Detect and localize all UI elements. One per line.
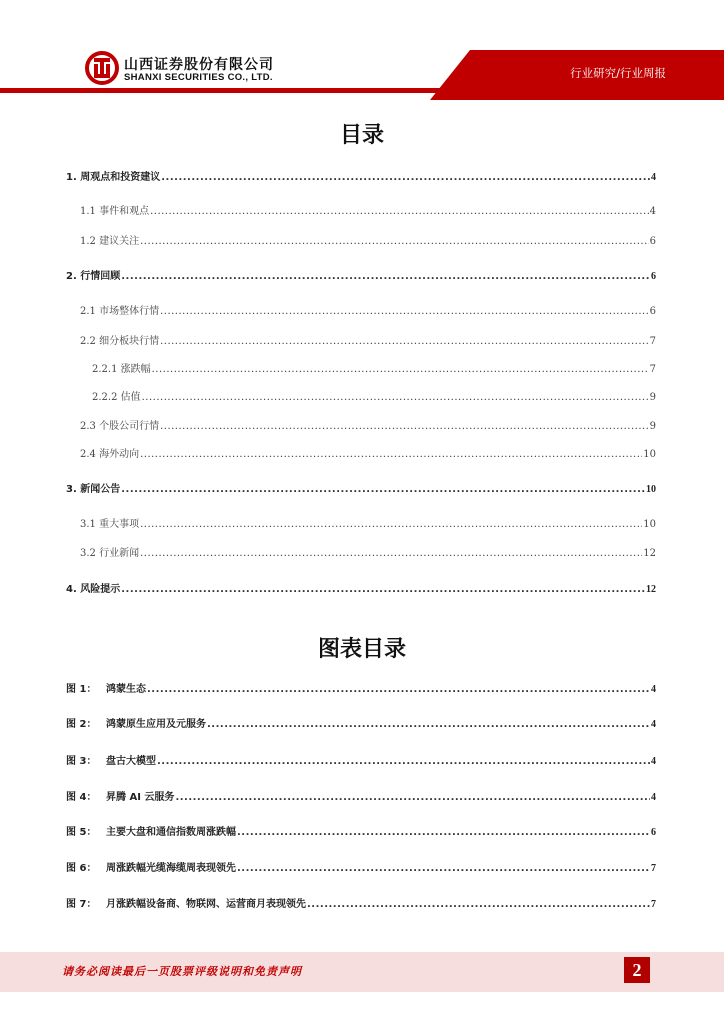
figure-entry-page: 6 [651, 827, 656, 838]
toc-entry[interactable] [66, 168, 656, 184]
toc-leader [237, 863, 650, 874]
toc-entry-label: 2.1 市场整体行情 [80, 306, 160, 317]
figure-entry-page: 4 [651, 719, 656, 730]
figure-entry-label: 鸿蒙生态 [106, 684, 146, 695]
toc-entry-page: 6 [651, 271, 656, 282]
toc-entry-label: 1.1 事件和观点 [80, 206, 150, 217]
figure-entry-label: 月涨跌幅设备商、物联网、运营商月表现领先 [106, 899, 306, 910]
toc-entry-page: 12 [646, 584, 656, 595]
company-name-en: SHANXI SECURITIES CO., LTD. [124, 72, 273, 83]
figure-entry-page: 4 [651, 792, 656, 803]
figure-number: 图 3： [66, 756, 97, 767]
toc-entry-page: 9 [649, 421, 656, 432]
toc-entry-label: 3. 新闻公告 [66, 484, 121, 495]
company-name-cn: 山西证券股份有限公司 [124, 57, 274, 73]
toc-entry[interactable] [80, 302, 656, 318]
figure-entry-page: 4 [651, 756, 656, 767]
toc-entry-page: 10 [643, 449, 656, 460]
figure-number: 图 1： [66, 684, 97, 695]
figure-entry[interactable] [66, 788, 656, 804]
toc-entry-label: 2.2.1 涨跌幅 [92, 364, 151, 375]
figure-entry[interactable] [66, 715, 656, 731]
toc-entry-page: 7 [649, 364, 656, 375]
toc-entry-label: 1.2 建议关注 [80, 236, 140, 247]
figure-entry[interactable] [66, 823, 656, 839]
figure-entry-label: 主要大盘和通信指数周涨跌幅 [106, 827, 236, 838]
toc-entry-page: 4 [651, 172, 656, 183]
toc-leader [140, 449, 642, 460]
figure-entry-label: 鸿蒙原生应用及元服务 [106, 719, 206, 730]
toc-leader [175, 792, 650, 803]
toc-leader [207, 719, 650, 730]
toc-title: 目录 [339, 123, 384, 148]
toc-entry-label: 2. 行情回顾 [66, 271, 121, 282]
toc-leader [121, 271, 650, 282]
toc-entry[interactable] [80, 515, 656, 531]
toc-entry-page: 12 [643, 548, 656, 559]
page-number: 2 [624, 957, 650, 983]
toc-leader [160, 306, 649, 317]
toc-leader [140, 519, 642, 530]
toc-entry-label: 3.1 重大事项 [80, 519, 140, 530]
toc-leader [160, 421, 649, 432]
toc-entry[interactable] [80, 445, 656, 461]
page-header [0, 0, 724, 100]
figure-entry[interactable] [66, 859, 656, 875]
figure-entry[interactable] [66, 680, 656, 696]
toc-entry[interactable] [92, 360, 656, 376]
toc-entry[interactable] [92, 388, 656, 404]
toc-entry-page: 9 [649, 392, 656, 403]
figure-entry[interactable] [66, 752, 656, 768]
figure-entry-label: 盘古大模型 [106, 756, 156, 767]
toc-entry-label: 2.3 个股公司行情 [80, 421, 160, 432]
footer-disclaimer: 请务必阅读最后一页股票评级说明和免责声明 [62, 965, 302, 978]
toc-entry[interactable] [80, 417, 656, 433]
report-type-label: 行业研究/行业周报 [570, 66, 666, 80]
figure-entry-page: 4 [651, 684, 656, 695]
figure-number: 图 4： [66, 792, 97, 803]
toc-leader [150, 206, 649, 217]
toc-entry-page: 4 [649, 206, 656, 217]
toc-leader [121, 484, 645, 495]
figure-number: 图 7： [66, 899, 97, 910]
company-logo-icon [84, 50, 120, 86]
toc-leader [237, 827, 650, 838]
toc-entry-label: 1. 周观点和投资建议 [66, 172, 161, 183]
figure-entry[interactable] [66, 895, 656, 911]
toc-entry-page: 10 [643, 519, 656, 530]
figure-number: 图 6： [66, 863, 97, 874]
toc-entry-page: 6 [649, 306, 656, 317]
figure-number: 图 2： [66, 719, 97, 730]
figure-number: 图 5： [66, 827, 97, 838]
toc-entry[interactable] [66, 580, 656, 596]
toc-entry-page: 6 [649, 236, 656, 247]
toc-entry-label: 2.2 细分板块行情 [80, 336, 160, 347]
figure-entry-page: 7 [651, 863, 656, 874]
toc-leader [121, 584, 645, 595]
toc-leader [140, 548, 642, 559]
toc-entry-label: 4. 风险提示 [66, 584, 121, 595]
toc-leader [160, 336, 649, 347]
figure-entry-label: 周涨跌幅光缆海缆周表现领先 [106, 863, 236, 874]
figure-entry-page: 7 [651, 899, 656, 910]
toc-entry-page: 7 [649, 336, 656, 347]
toc-entry-label: 3.2 行业新闻 [80, 548, 140, 559]
toc-leader [307, 899, 650, 910]
toc-entry[interactable] [66, 267, 656, 283]
figure-list-title: 图表目录 [317, 637, 406, 662]
toc-entry-page: 10 [646, 484, 656, 495]
toc-leader [161, 172, 650, 183]
toc-entry[interactable] [80, 332, 656, 348]
figure-entry-label: 昇腾 AI 云服务 [106, 792, 175, 803]
toc-entry[interactable] [80, 202, 656, 218]
toc-leader [157, 756, 650, 767]
toc-leader [140, 236, 649, 247]
toc-leader [152, 364, 649, 375]
toc-entry[interactable] [80, 544, 656, 560]
toc-leader [142, 392, 649, 403]
toc-entry[interactable] [80, 232, 656, 248]
toc-entry[interactable] [66, 480, 656, 496]
toc-leader [147, 684, 650, 695]
toc-entry-label: 2.4 海外动向 [80, 449, 140, 460]
toc-entry-label: 2.2.2 估值 [92, 392, 141, 403]
